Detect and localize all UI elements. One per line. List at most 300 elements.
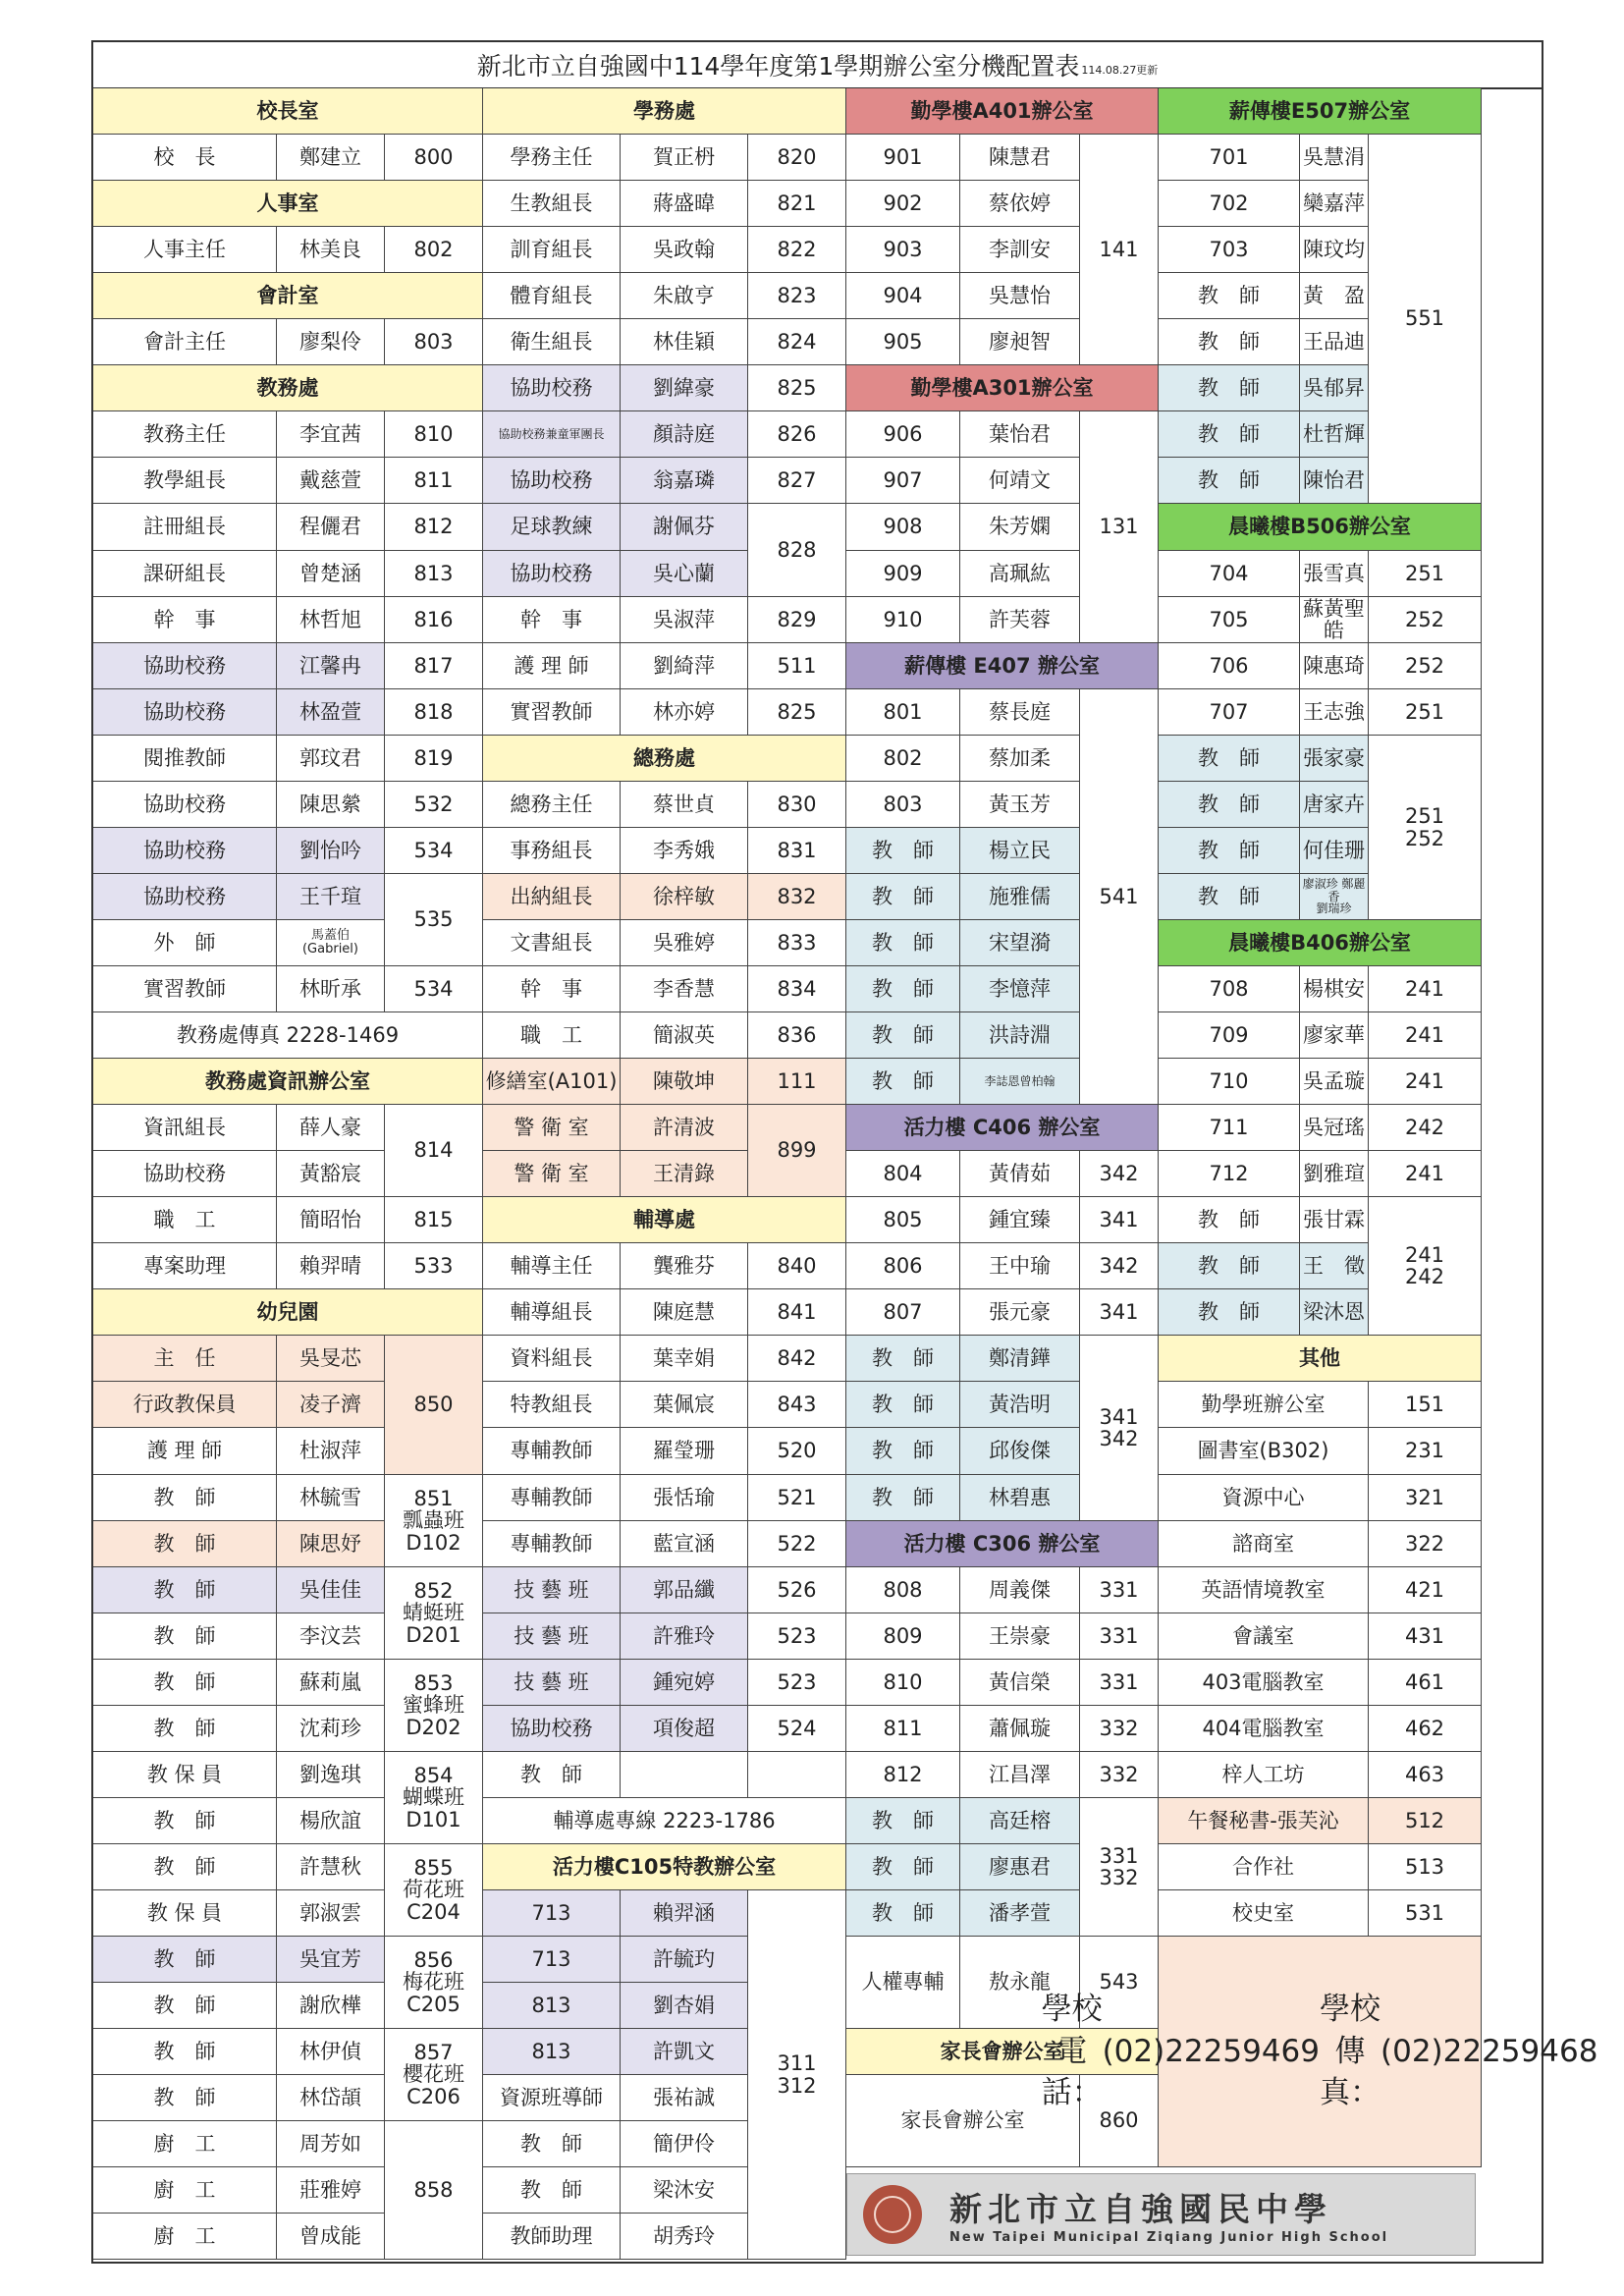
staff-title: 總務主任: [483, 782, 621, 828]
extension: 151: [1369, 1382, 1482, 1428]
staff-name: 劉雅瑄: [1300, 1151, 1369, 1197]
extension: 341: [1080, 1197, 1159, 1243]
extension: 826: [748, 411, 846, 458]
extension: 836: [748, 1012, 846, 1059]
staff-name: 黃 盈: [1300, 273, 1369, 319]
staff-title: 902: [846, 181, 960, 227]
staff-title: 教 師: [846, 1844, 960, 1890]
staff-title: 704: [1159, 551, 1300, 597]
staff-title: 實習教師: [93, 966, 277, 1012]
staff-title: 協助校務: [93, 874, 277, 920]
extension: 342: [1080, 1151, 1159, 1197]
staff-title: 學務主任: [483, 135, 621, 181]
room-name: 諮商室: [1159, 1521, 1369, 1567]
staff-name: 沈莉珍: [277, 1706, 385, 1752]
counseling-hotline: 輔導處專線 2223-1786: [483, 1798, 846, 1844]
extension: 421: [1369, 1567, 1482, 1613]
extension: 850: [385, 1336, 483, 1475]
staff-name: 蔡世貞: [621, 782, 748, 828]
header-a301-office: 勤學樓A301辦公室: [846, 365, 1159, 411]
staff-title: 課研組長: [93, 551, 277, 597]
staff-title: 教 師: [1159, 1197, 1300, 1243]
staff-name: 蔡長庭: [960, 689, 1080, 736]
staff-name: 蘇莉嵐: [277, 1660, 385, 1706]
staff-name: 欒嘉萍: [1300, 181, 1369, 227]
school-phone-label: 學校電話：: [1041, 1991, 1103, 2111]
staff-title: 705: [1159, 597, 1300, 643]
extension: 523: [748, 1660, 846, 1706]
extension: 851 瓢蟲班 D102: [385, 1475, 483, 1567]
extension: 899: [748, 1105, 846, 1197]
staff-name: 廖淑珍 鄭麗香 劉瑞珍: [1300, 874, 1369, 920]
logo-english-name: New Taipei Municipal Ziqiang Junior High School: [949, 2230, 1389, 2245]
staff-title: 輔導組長: [483, 1289, 621, 1336]
staff-name: 黃浩明: [960, 1382, 1080, 1428]
extension: 800: [385, 135, 483, 181]
extension: 524: [748, 1706, 846, 1752]
staff-name: 林伊偵: [277, 2029, 385, 2075]
staff-title: 910: [846, 597, 960, 643]
extension: 858: [385, 2121, 483, 2260]
extension: 131: [1080, 411, 1159, 643]
staff-name: 江昌澤: [960, 1752, 1080, 1798]
extension: 827: [748, 458, 846, 504]
staff-title: 教 師: [1159, 458, 1300, 504]
staff-title: 修繕室(A101): [483, 1059, 621, 1105]
staff-name: 吳佳佳: [277, 1567, 385, 1613]
staff-title: 教 師: [846, 1890, 960, 1937]
extension: 526: [748, 1567, 846, 1613]
staff-name: 張家豪: [1300, 736, 1369, 782]
staff-title: 協助校務: [93, 689, 277, 736]
staff-title: 護 理 師: [93, 1428, 277, 1475]
room-name: 圖書室(B302): [1159, 1428, 1369, 1475]
staff-name: 羅瑩珊: [621, 1428, 748, 1475]
staff-name: 杜哲輝: [1300, 411, 1369, 458]
staff-name: 洪詩淵: [960, 1012, 1080, 1059]
staff-title: 資源班導師: [483, 2075, 621, 2121]
extension: 541: [1080, 689, 1159, 1105]
staff-name: 朱啟亨: [621, 273, 748, 319]
staff-title: 教 保 員: [93, 1890, 277, 1937]
staff-name: 葉佩宸: [621, 1382, 748, 1428]
header-student-affairs: 學務處: [483, 88, 846, 135]
staff-name: 許清波: [621, 1105, 748, 1151]
header-b406-office: 晨曦樓B406辦公室: [1159, 920, 1482, 966]
staff-title: 文書組長: [483, 920, 621, 966]
staff-title: 教 師: [1159, 365, 1300, 411]
title-main: 新北市立自強國中114學年度第1學期辦公室分機配置表: [476, 52, 1080, 81]
staff-title: 教 師: [846, 966, 960, 1012]
extension: 331: [1080, 1567, 1159, 1613]
staff-title: 足球教練: [483, 504, 621, 551]
extension: 511: [748, 643, 846, 689]
staff-title: 教學組長: [93, 458, 277, 504]
extension: 311 312: [748, 1890, 846, 2260]
extension: 251 252: [1369, 736, 1482, 920]
staff-name: 江馨冉: [277, 643, 385, 689]
staff-title: 生教組長: [483, 181, 621, 227]
staff-name: 林毓雪: [277, 1475, 385, 1521]
extension: 512: [1369, 1798, 1482, 1844]
extension: 852 蜻蜓班 D201: [385, 1567, 483, 1660]
staff-title: 教 師: [1159, 273, 1300, 319]
staff-name: 劉緯豪: [621, 365, 748, 411]
staff-title: 907: [846, 458, 960, 504]
staff-title: 教 保 員: [93, 1752, 277, 1798]
extension: 341 342: [1080, 1336, 1159, 1521]
school-seal-icon: [863, 2185, 922, 2244]
staff-name: 馬蓋伯 (Gabriel): [277, 920, 385, 966]
extension: 820: [748, 135, 846, 181]
staff-title: 701: [1159, 135, 1300, 181]
staff-title: 教 師: [1159, 828, 1300, 874]
extension: 331: [1080, 1613, 1159, 1660]
header-counseling: 輔導處: [483, 1197, 846, 1243]
staff-title: 教 師: [93, 1660, 277, 1706]
staff-name: 唐家卉: [1300, 782, 1369, 828]
staff-name: 劉綺萍: [621, 643, 748, 689]
staff-name: 顏詩庭: [621, 411, 748, 458]
extension: 543: [1080, 1937, 1159, 2029]
extension: 520: [748, 1428, 846, 1475]
extension: 252: [1369, 597, 1482, 643]
staff-name: 王千瑄: [277, 874, 385, 920]
staff-title: 教 師: [846, 1059, 960, 1105]
staff-title: 806: [846, 1243, 960, 1289]
staff-title: 事務組長: [483, 828, 621, 874]
header-kindergarten: 幼兒園: [93, 1289, 483, 1336]
staff-name: 黃玉芳: [960, 782, 1080, 828]
staff-name: 吳政翰: [621, 227, 748, 273]
extension: 332: [1080, 1752, 1159, 1798]
extension: 856 梅花班 C205: [385, 1937, 483, 2029]
staff-name: 藍宣涵: [621, 1521, 748, 1567]
staff-name: 謝欣樺: [277, 1983, 385, 2029]
extension: 821: [748, 181, 846, 227]
staff-title: 幹 事: [93, 597, 277, 643]
school-phone: (02)22259469: [1102, 2033, 1320, 2069]
extension: 534: [385, 828, 483, 874]
staff-title: 702: [1159, 181, 1300, 227]
staff-title: 協助校務: [483, 1706, 621, 1752]
staff-name: 林哲旭: [277, 597, 385, 643]
staff-name: 陳玟均: [1300, 227, 1369, 273]
staff-name: 吳旻芯: [277, 1336, 385, 1382]
staff-name: 陳思縈: [277, 782, 385, 828]
staff-title: 專案助理: [93, 1243, 277, 1289]
extension: 534: [385, 966, 483, 1012]
staff-name: 吳宜芳: [277, 1937, 385, 1983]
staff-name: 陳慧君: [960, 135, 1080, 181]
staff-name: 劉杏娟: [621, 1983, 748, 2029]
staff-name: 郭淑雲: [277, 1890, 385, 1937]
staff-name: 簡昭怡: [277, 1197, 385, 1243]
extension: 854 蝴蝶班 D101: [385, 1752, 483, 1844]
staff-name: 吳郁昇: [1300, 365, 1369, 411]
extension: 331: [1080, 1660, 1159, 1706]
staff-title: 713: [483, 1890, 621, 1937]
staff-title: 教 師: [93, 1521, 277, 1567]
header-e507-office: 薪傳樓E507辦公室: [1159, 88, 1482, 135]
extension: 829: [748, 597, 846, 643]
staff-title: 人事主任: [93, 227, 277, 273]
staff-name: 何佳珊: [1300, 828, 1369, 874]
room-name: 合作社: [1159, 1844, 1369, 1890]
extension: 251: [1369, 689, 1482, 736]
header-parents-office: 家長會辦公室: [846, 2029, 1159, 2075]
staff-title: 警 衛 室: [483, 1105, 621, 1151]
staff-title: 體育組長: [483, 273, 621, 319]
staff-name: 鍾宜臻: [960, 1197, 1080, 1243]
staff-name: 薛人豪: [277, 1105, 385, 1151]
staff-title: 行政教保員: [93, 1382, 277, 1428]
staff-name: 吳慧怡: [960, 273, 1080, 319]
staff-name: 謝佩芬: [621, 504, 748, 551]
extension: 331 332: [1080, 1798, 1159, 1937]
staff-title: 主 任: [93, 1336, 277, 1382]
page-title: [93, 42, 1542, 89]
staff-title: 706: [1159, 643, 1300, 689]
staff-title: 教 師: [1159, 319, 1300, 365]
extension: 342: [1080, 1243, 1159, 1289]
extension: 812: [385, 504, 483, 551]
staff-title: 教 師: [93, 1567, 277, 1613]
extension: 842: [748, 1336, 846, 1382]
extension: 321: [1369, 1475, 1482, 1521]
extension: 840: [748, 1243, 846, 1289]
extension: 462: [1369, 1706, 1482, 1752]
header-general-affairs: 總務處: [483, 736, 846, 782]
staff-title: 813: [483, 2029, 621, 2075]
extension: 521: [748, 1475, 846, 1521]
staff-title: 教 師: [1159, 411, 1300, 458]
extension: 231: [1369, 1428, 1482, 1475]
staff-title: 801: [846, 689, 960, 736]
staff-name: 賀正枬: [621, 135, 748, 181]
extension: 810: [385, 411, 483, 458]
staff-title: 職 工: [93, 1197, 277, 1243]
staff-name: 蘇黃聖皓: [1300, 597, 1369, 643]
staff-title: 教 師: [846, 1012, 960, 1059]
staff-title: 衛生組長: [483, 319, 621, 365]
extension: 860: [1080, 2075, 1159, 2167]
staff-name: 張甘霖: [1300, 1197, 1369, 1243]
staff-name: 龔雅芬: [621, 1243, 748, 1289]
extension: 833: [748, 920, 846, 966]
staff-title: 803: [846, 782, 960, 828]
extension: [748, 1752, 846, 1798]
extension: 802: [385, 227, 483, 273]
staff-title: 教 師: [483, 2121, 621, 2167]
staff-name: 張雪真: [1300, 551, 1369, 597]
staff-name: 曾成能: [277, 2214, 385, 2260]
staff-title: 外 師: [93, 920, 277, 966]
staff-title: 護 理 師: [483, 643, 621, 689]
staff-name: 陳敬坤: [621, 1059, 748, 1105]
staff-title: 教 師: [93, 1844, 277, 1890]
extension: 523: [748, 1613, 846, 1660]
staff-title: 710: [1159, 1059, 1300, 1105]
staff-title: 教 師: [483, 2167, 621, 2214]
staff-name: 蔡加柔: [960, 736, 1080, 782]
school-logo: [846, 2173, 1476, 2256]
staff-name: 程儷君: [277, 504, 385, 551]
staff-title: 協助校務: [93, 782, 277, 828]
staff-title: 專輔教師: [483, 1521, 621, 1567]
staff-name: 黃信榮: [960, 1660, 1080, 1706]
staff-title: 教 師: [93, 2029, 277, 2075]
staff-title: 707: [1159, 689, 1300, 736]
extension: 241: [1369, 1012, 1482, 1059]
staff-name: 李憶萍: [960, 966, 1080, 1012]
staff-name: 林佳穎: [621, 319, 748, 365]
staff-name: 林岱頡: [277, 2075, 385, 2121]
staff-title: 廚 工: [93, 2214, 277, 2260]
extension: 825: [748, 689, 846, 736]
extension: 332: [1080, 1706, 1159, 1752]
extension: 141: [1080, 135, 1159, 365]
staff-name: 蕭佩璇: [960, 1706, 1080, 1752]
room-name: 會議室: [1159, 1613, 1369, 1660]
staff-name: 李宜茜: [277, 411, 385, 458]
staff-name: 王崇豪: [960, 1613, 1080, 1660]
staff-title: 實習教師: [483, 689, 621, 736]
header-special-education: 活力樓C105特教辦公室: [483, 1844, 846, 1890]
extension: 535: [385, 874, 483, 966]
room-name: 午餐秘書-張芙沁: [1159, 1798, 1369, 1844]
extension: 832: [748, 874, 846, 920]
staff-name: 徐梓敏: [621, 874, 748, 920]
staff-name: 蔡依婷: [960, 181, 1080, 227]
header-c406-office: 活力樓 C406 辦公室: [846, 1105, 1159, 1151]
staff-name: 楊棋安: [1300, 966, 1369, 1012]
staff-name: 黃豁宸: [277, 1151, 385, 1197]
extension: 251: [1369, 551, 1482, 597]
header-accounting-office: 會計室: [93, 273, 483, 319]
title-updated: 114.08.27更新: [1081, 64, 1159, 77]
staff-title: 資料組長: [483, 1336, 621, 1382]
extension: 252: [1369, 643, 1482, 689]
staff-title: 712: [1159, 1151, 1300, 1197]
staff-title: 教 師: [93, 2075, 277, 2121]
staff-name: 杜淑萍: [277, 1428, 385, 1475]
staff-title: 教 師: [93, 1613, 277, 1660]
staff-title: 警 衛 室: [483, 1151, 621, 1197]
extension: 241: [1369, 1151, 1482, 1197]
staff-name: 曾楚涵: [277, 551, 385, 597]
school-fax: (02)22259468: [1380, 2033, 1598, 2069]
extension: 815: [385, 1197, 483, 1243]
staff-name: 王中瑜: [960, 1243, 1080, 1289]
header-academic-affairs: 教務處: [93, 365, 483, 411]
staff-title: 教 師: [846, 828, 960, 874]
staff-name: 項俊超: [621, 1706, 748, 1752]
staff-title: 807: [846, 1289, 960, 1336]
staff-title: 註冊組長: [93, 504, 277, 551]
staff-name: 賴羿晴: [277, 1243, 385, 1289]
staff-title: 教 師: [1159, 782, 1300, 828]
staff-title: 輔導主任: [483, 1243, 621, 1289]
staff-name: 廖梨伶: [277, 319, 385, 365]
staff-name: 簡伊伶: [621, 2121, 748, 2167]
staff-name: 廖家華: [1300, 1012, 1369, 1059]
staff-title: 協助校務兼童軍團長: [483, 411, 621, 458]
staff-name: [621, 1752, 748, 1798]
header-e407-office: 薪傳樓 E407 辦公室: [846, 643, 1159, 689]
staff-title: 812: [846, 1752, 960, 1798]
staff-name: 許毓玓: [621, 1937, 748, 1983]
extension: 816: [385, 597, 483, 643]
staff-title: 809: [846, 1613, 960, 1660]
extension: 513: [1369, 1844, 1482, 1890]
staff-name: 許慧秋: [277, 1844, 385, 1890]
extension: 818: [385, 689, 483, 736]
staff-title: 908: [846, 504, 960, 551]
staff-title: 804: [846, 1151, 960, 1197]
staff-name: 邱俊傑: [960, 1428, 1080, 1475]
staff-title: 技 藝 班: [483, 1660, 621, 1706]
staff-title: 教 師: [93, 1983, 277, 2029]
staff-title: 人權專輔: [846, 1937, 960, 2029]
staff-title: 805: [846, 1197, 960, 1243]
room-name: 勤學班辦公室: [1159, 1382, 1369, 1428]
school-fax-label: 學校傳真：: [1320, 1991, 1380, 2111]
staff-title: 訓育組長: [483, 227, 621, 273]
staff-name: 楊立民: [960, 828, 1080, 874]
staff-name: 吳淑萍: [621, 597, 748, 643]
staff-name: 李訓安: [960, 227, 1080, 273]
staff-title: 教 師: [846, 874, 960, 920]
staff-title: 校 長: [93, 135, 277, 181]
room-name: 403電腦教室: [1159, 1660, 1369, 1706]
extension: 855 荷花班 C204: [385, 1844, 483, 1937]
staff-name: 戴慈萱: [277, 458, 385, 504]
staff-name: 張元豪: [960, 1289, 1080, 1336]
extension: 857 櫻花班 C206: [385, 2029, 483, 2121]
staff-title: 協助校務: [93, 828, 277, 874]
staff-title: 教 師: [1159, 874, 1300, 920]
staff-name: 蔣盛暐: [621, 181, 748, 227]
staff-name: 鄭清鏵: [960, 1336, 1080, 1382]
staff-name: 鄭建立: [277, 135, 385, 181]
room-name: 梓人工坊: [1159, 1752, 1369, 1798]
staff-title: 教 師: [846, 920, 960, 966]
staff-title: 資訊組長: [93, 1105, 277, 1151]
staff-title: 專輔教師: [483, 1428, 621, 1475]
staff-title: 廚 工: [93, 2167, 277, 2214]
staff-name: 葉怡君: [960, 411, 1080, 458]
extension: 817: [385, 643, 483, 689]
extension: 843: [748, 1382, 846, 1428]
staff-title: 會計主任: [93, 319, 277, 365]
staff-name: 凌子濟: [277, 1382, 385, 1428]
staff-title: 709: [1159, 1012, 1300, 1059]
staff-name: 周義傑: [960, 1567, 1080, 1613]
staff-name: 林美良: [277, 227, 385, 273]
extension: 803: [385, 319, 483, 365]
staff-title: 教 師: [93, 1937, 277, 1983]
staff-title: 特教組長: [483, 1382, 621, 1428]
staff-name: 高廷榕: [960, 1798, 1080, 1844]
staff-name: 李秀娥: [621, 828, 748, 874]
staff-name: 高珮紘: [960, 551, 1080, 597]
staff-name: 王品迪: [1300, 319, 1369, 365]
staff-title: 909: [846, 551, 960, 597]
extension: 533: [385, 1243, 483, 1289]
header-personnel-office: 人事室: [93, 181, 483, 227]
staff-name: 何靖文: [960, 458, 1080, 504]
